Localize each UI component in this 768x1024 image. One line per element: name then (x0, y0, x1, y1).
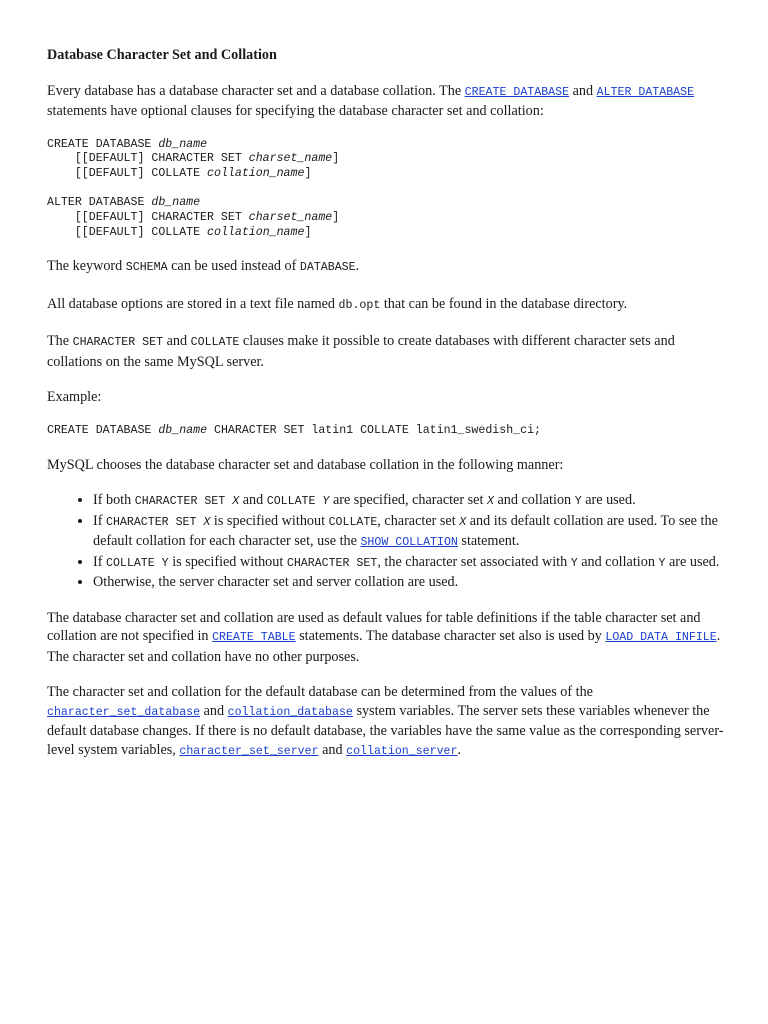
table-defaults-paragraph: The database character set and collation are used as default values for table definitions if the table character set and collation are not specified in CREATE TABLE statements. The database character set also is used by LOAD DATA INFILE. The character set and collation have no other purposes. (47, 609, 721, 665)
list-item: • If CHARACTER SET X is specified without COLLATE, character set X and its default collation are used. To see the default collation for each character set, use the SHOW COLLATION statement. (93, 512, 727, 553)
load-data-infile-link[interactable]: LOAD DATA INFILE (605, 631, 717, 645)
list-item: • Otherwise, the server character set and server collation are used. (93, 573, 727, 592)
syntax-code-block: CREATE DATABASE db_name [[DEFAULT] CHARACTER SET charset_name] [[DEFAULT] COLLATE collation_name] ALTER DATABASE db_name [[DEFAULT] CHARACTER SET charset_name] [[DEFAULT] COLLATE collation_name] (47, 137, 340, 239)
section-title: Database Character Set and Collation (47, 47, 277, 63)
list-item: • If COLLATE Y is specified without CHARACTER SET, the character set associated with Y and collation Y are used. (93, 553, 727, 574)
show-collation-link[interactable]: SHOW COLLATION (360, 536, 458, 550)
character-set-server-link[interactable]: character_set_server (179, 744, 319, 758)
character-set-database-link[interactable]: character_set_database (47, 705, 201, 719)
manner-paragraph: MySQL chooses the database character set and database collation in the following manner: (47, 456, 564, 473)
intro-paragraph: Every database has a database character set and a database collation. The CREATE DATABASE and ALTER DATABASE statements have optional clauses for specifying the database character set and collation: (47, 82, 695, 119)
schema-keyword-paragraph: The keyword SCHEMA can be used instead of DATABASE. (47, 258, 360, 275)
create-database-link[interactable]: CREATE DATABASE (464, 85, 570, 99)
collation-server-link[interactable]: collation_server (346, 744, 458, 758)
system-variables-paragraph: The character set and collation for the default database can be determined from the values of the character_set_database and collation_database system variables. The server sets these variables whenever the default database changes. If there is no default database, the variables have the same value as the corresponding server-level system variables, character_set_server and collation_server. (47, 684, 724, 758)
alter-database-link[interactable]: ALTER DATABASE (596, 85, 695, 99)
list-item: • If both CHARACTER SET X and COLLATE Y are specified, character set X and collation Y are used. (93, 491, 727, 512)
document-page (47, 46, 727, 778)
rules-list (47, 491, 727, 592)
create-table-link[interactable]: CREATE TABLE (212, 631, 296, 645)
db-opt-paragraph: All database options are stored in a text file named db.opt that can be found in the database directory. (47, 295, 628, 312)
collation-database-link[interactable]: collation_database (227, 705, 353, 719)
example-label: Example: (47, 389, 102, 406)
example-code-block: CREATE DATABASE db_name CHARACTER SET latin1 COLLATE latin1_swedish_ci; (47, 423, 541, 437)
clauses-paragraph: The CHARACTER SET and COLLATE clauses make it possible to create databases with different character sets and collations on the same MySQL server. (47, 333, 675, 370)
